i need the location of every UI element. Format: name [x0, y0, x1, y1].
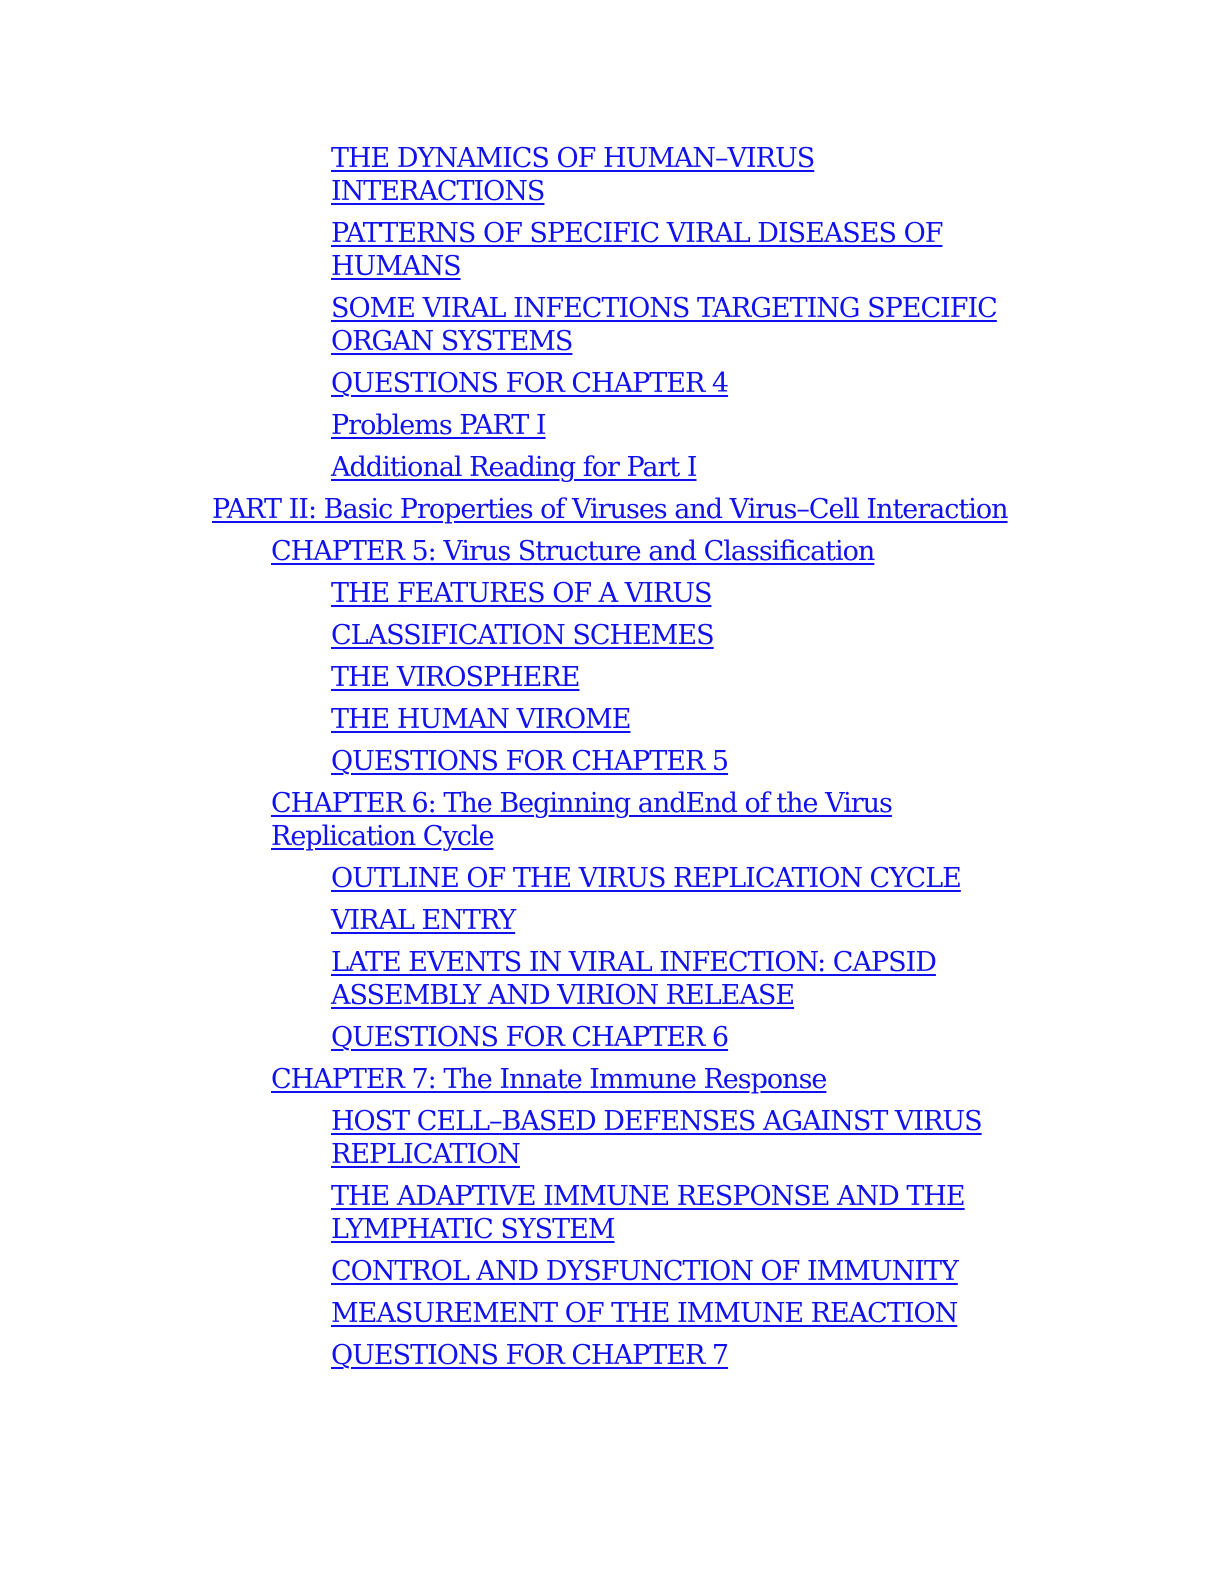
- toc-link-chapter6[interactable]: CHAPTER 6: The Beginning andEnd of the Virus Replication Cycle: [271, 788, 892, 852]
- toc-link-questions-ch5[interactable]: QUESTIONS FOR CHAPTER 5: [331, 746, 729, 777]
- toc-link-part2[interactable]: PART II: Basic Properties of Viruses and Virus–Cell Interaction: [212, 494, 1008, 525]
- toc-page: [0, 142, 1224, 1372]
- toc-link-dynamics-human-virus[interactable]: THE DYNAMICS OF HUMAN–VIRUS INTERACTIONS: [331, 143, 815, 207]
- toc-link-human-virome[interactable]: THE HUMAN VIROME: [331, 704, 631, 735]
- toc-link-outline-replication-cycle[interactable]: OUTLINE OF THE VIRUS REPLICATION CYCLE: [331, 863, 961, 894]
- toc-link-classification-schemes[interactable]: CLASSIFICATION SCHEMES: [331, 620, 714, 651]
- toc-link-measurement-immune[interactable]: MEASUREMENT OF THE IMMUNE REACTION: [331, 1298, 958, 1329]
- toc-link-patterns-viral-diseases[interactable]: PATTERNS OF SPECIFIC VIRAL DISEASES OF HUMANS: [331, 218, 943, 282]
- toc-link-questions-ch4[interactable]: QUESTIONS FOR CHAPTER 4: [331, 368, 729, 399]
- toc-link-host-cell-defenses[interactable]: HOST CELL–BASED DEFENSES AGAINST VIRUS REPLICATION: [331, 1106, 982, 1170]
- toc-link-late-events[interactable]: LATE EVENTS IN VIRAL INFECTION: CAPSID ASSEMBLY AND VIRION RELEASE: [331, 947, 936, 1011]
- toc-link-features-of-virus[interactable]: THE FEATURES OF A VIRUS: [331, 578, 712, 609]
- toc-link-questions-ch7[interactable]: QUESTIONS FOR CHAPTER 7: [331, 1340, 729, 1371]
- toc-link-problems-part1[interactable]: Problems PART I: [331, 410, 546, 441]
- toc-link-chapter7[interactable]: CHAPTER 7: The Innate Immune Response: [271, 1064, 827, 1095]
- toc-link-additional-reading-part1[interactable]: Additional Reading for Part I: [331, 452, 697, 483]
- toc-link-organ-systems[interactable]: SOME VIRAL INFECTIONS TARGETING SPECIFIC ORGAN SYSTEMS: [331, 293, 997, 357]
- toc-link-virosphere[interactable]: THE VIROSPHERE: [331, 662, 580, 693]
- toc-link-chapter5[interactable]: CHAPTER 5: Virus Structure and Classification: [271, 536, 875, 567]
- toc-link-viral-entry[interactable]: VIRAL ENTRY: [331, 905, 516, 936]
- toc-link-control-dysfunction[interactable]: CONTROL AND DYSFUNCTION OF IMMUNITY: [331, 1256, 958, 1287]
- toc-link-adaptive-immune[interactable]: THE ADAPTIVE IMMUNE RESPONSE AND THE LYMPHATIC SYSTEM: [331, 1181, 965, 1245]
- toc-link-questions-ch6[interactable]: QUESTIONS FOR CHAPTER 6: [331, 1022, 729, 1053]
